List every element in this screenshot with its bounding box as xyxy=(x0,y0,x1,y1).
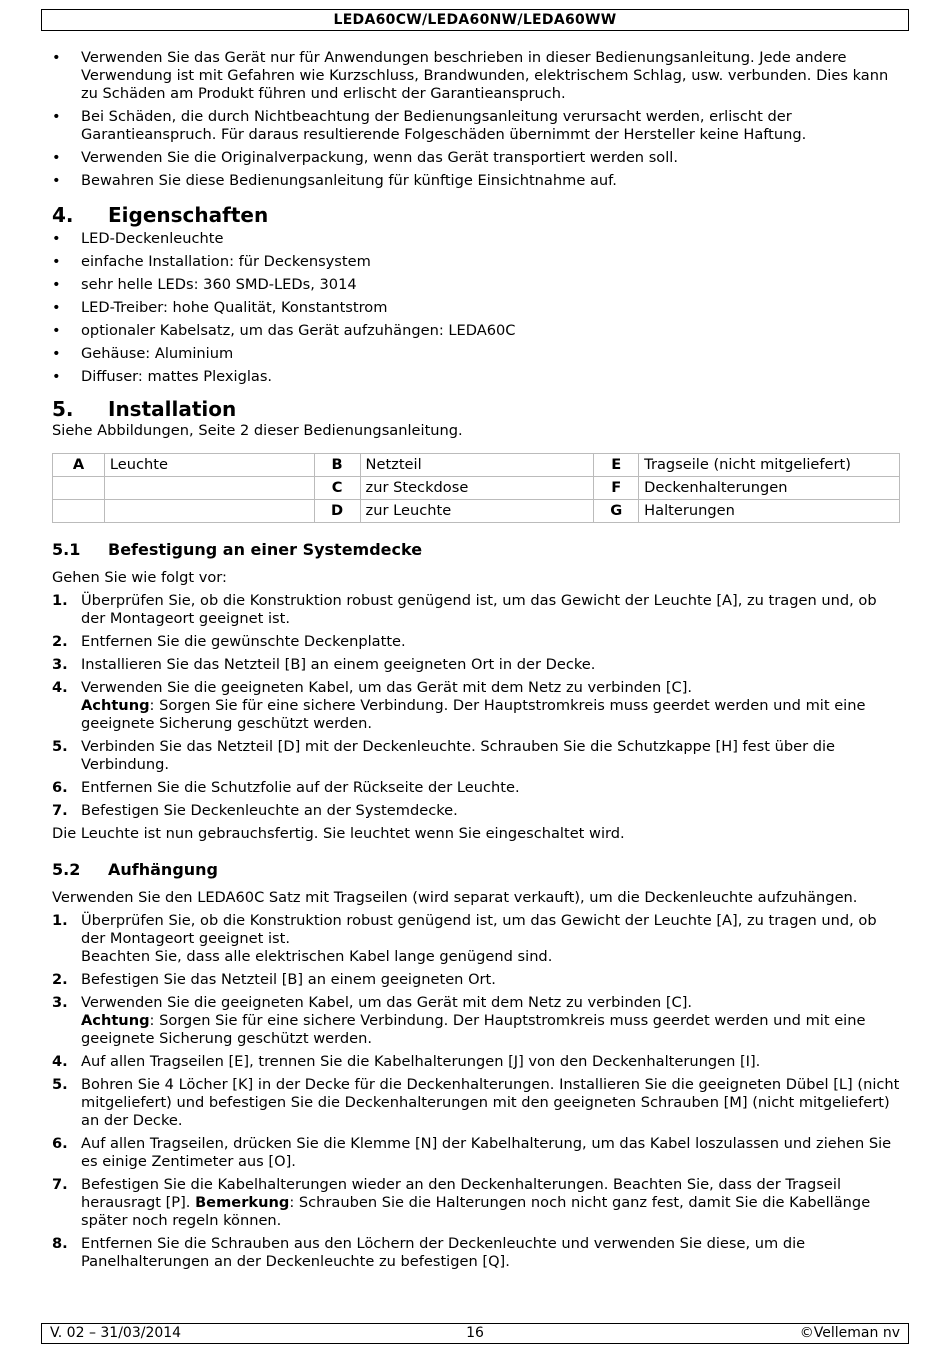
list-item: 5. Bohren Sie 4 Löcher [K] in der Decke für die Deckenhalterungen. Installieren Sie die geeigneten Dübel [L] (nicht mitgeliefert) und befestigen Sie die Deckenhalterungen mit den geeigneten Schrauben [M] (nicht mitgeliefert) an der Decke. xyxy=(52,1076,900,1129)
page-number: 16 xyxy=(466,1325,484,1341)
table-cell: G xyxy=(594,500,639,523)
warning-label: Achtung xyxy=(81,1012,150,1029)
table-row xyxy=(53,500,900,523)
table-cell: E xyxy=(594,454,639,477)
list-item: 7. Befestigen Sie die Kabelhalterungen wieder an den Deckenhalterungen. Beachten Sie, dass der Tragseil herausragt [P]. Bemerkung: Schrauben Sie die Halterungen noch nicht ganz fest, damit Sie die Kabellänge später noch regeln können. xyxy=(52,1176,871,1229)
list-item: 3. Installieren Sie das Netzteil [B] an einem geeigneten Ort in der Decke. xyxy=(52,656,596,673)
table-cell: F xyxy=(594,477,639,500)
list-item: • Gehäuse: Aluminium xyxy=(52,345,234,362)
parts-table xyxy=(52,453,900,523)
list-item: 1. Überprüfen Sie, ob die Konstruktion robust genügend ist, um das Gewicht der Leuchte [A], zu tragen und, ob der Montageort geeignet ist. Beachten Sie, dass alle elektrischen Kabel lange genügend sind. xyxy=(52,912,877,965)
table-cell: Deckenhalterungen xyxy=(639,477,900,500)
section-heading-installation: 5. Installation xyxy=(52,397,237,421)
systemdecke-steps xyxy=(52,592,900,820)
table-cell xyxy=(104,477,314,500)
copyright: ©Velleman nv xyxy=(799,1325,900,1341)
table-cell: Halterungen xyxy=(639,500,900,523)
table-cell: zur Steckdose xyxy=(360,477,594,500)
list-item: 5. Verbinden Sie das Netzteil [D] mit der Deckenleuchte. Schrauben Sie die Schutzkappe [H] fest über die Verbindung. xyxy=(52,738,836,773)
list-item: • einfache Installation: für Deckensystem xyxy=(52,253,371,270)
header-title: LEDA60CW/LEDA60NW/LEDA60WW xyxy=(333,12,617,28)
table-cell xyxy=(53,477,105,500)
list-item: 6. Auf allen Tragseilen, drücken Sie die Klemme [N] der Kabelhalterung, um das Kabel loszulassen und ziehen Sie es einige Zentimeter aus [O]. xyxy=(52,1135,892,1170)
list-item: 7. Befestigen Sie Deckenleuchte an der Systemdecke. xyxy=(52,802,458,819)
remark-label: Bemerkung xyxy=(195,1194,290,1211)
list-item: • Bei Schäden, die durch Nichtbeachtung der Bedienungsanleitung verursacht werden, erlischt der Garantieanspruch. Für daraus resultierende Folgeschäden übernimmt der Hersteller keine Haftung. xyxy=(52,108,807,143)
page-header xyxy=(41,9,909,31)
installation-intro: Siehe Abbildungen, Seite 2 dieser Bedienungsanleitung. xyxy=(52,422,463,439)
table-row xyxy=(53,477,900,500)
intro-bullet-list xyxy=(52,49,900,190)
table-cell: Netzteil xyxy=(360,454,594,477)
version-date: V. 02 – 31/03/2014 xyxy=(50,1325,182,1341)
page-footer xyxy=(41,1323,909,1344)
list-item: • Verwenden Sie das Gerät nur für Anwendungen beschrieben in dieser Bedienungsanleitung. Jede andere Verwendung ist mit Gefahren wie Kurzschluss, Brandwunden, elektrischem Schlag, usw. verbunden. Dies kann zu Schäden am Produkt führen und erlischt der Garantieanspruch. xyxy=(52,49,889,102)
list-item: • LED-Treiber: hohe Qualität, Konstantstrom xyxy=(52,299,388,316)
list-item: • Bewahren Sie diese Bedienungsanleitung für künftige Einsichtnahme auf. xyxy=(52,172,617,189)
list-item: 1. Überprüfen Sie, ob die Konstruktion robust genügend ist, um das Gewicht der Leuchte [A], zu tragen und, ob der Montageort geeignet ist. xyxy=(52,592,877,627)
list-item: 2. Entfernen Sie die gewünschte Deckenplatte. xyxy=(52,633,406,650)
table-cell: D xyxy=(314,500,360,523)
list-item: • LED-Deckenleuchte xyxy=(52,230,224,247)
table-cell: zur Leuchte xyxy=(360,500,594,523)
list-item: 2. Befestigen Sie das Netzteil [B] an einem geeigneten Ort. xyxy=(52,971,496,988)
list-item: • Verwenden Sie die Originalverpackung, wenn das Gerät transportiert werden soll. xyxy=(52,149,678,166)
list-item: 6. Entfernen Sie die Schutzfolie auf der Rückseite der Leuchte. xyxy=(52,779,520,796)
table-cell: B xyxy=(314,454,360,477)
list-item: 8. Entfernen Sie die Schrauben aus den Löchern der Deckenleuchte und verwenden Sie diese, um die Panelhalterungen an der Deckenleuchte zu befestigen [Q]. xyxy=(52,1235,806,1270)
features-list xyxy=(52,230,900,386)
table-cell: Tragseile (nicht mitgeliefert) xyxy=(639,454,900,477)
list-item: • sehr helle LEDs: 360 SMD-LEDs, 3014 xyxy=(52,276,357,293)
page-content xyxy=(52,49,900,1276)
list-item: • optionaler Kabelsatz, um das Gerät aufzuhängen: LEDA60C xyxy=(52,322,516,339)
aufhaengung-steps xyxy=(52,912,900,1271)
subsection-heading-aufhaengung: 5.2 Aufhängung xyxy=(52,860,218,879)
systemdecke-outro: Die Leuchte ist nun gebrauchsfertig. Sie leuchtet wenn Sie eingeschaltet wird. xyxy=(52,825,625,842)
list-item: 3. Verwenden Sie die geeigneten Kabel, um das Gerät mit dem Netz zu verbinden [C]. Achtung: Sorgen Sie für eine sichere Verbindung. Der Hauptstromkreis muss geerdet werden und mit eine geeignete Sicherung geschützt werden. xyxy=(52,994,866,1047)
table-cell xyxy=(53,500,105,523)
warning-label: Achtung xyxy=(81,697,150,714)
section-heading-eigenschaften: 4. Eigenschaften xyxy=(52,203,269,227)
table-cell: C xyxy=(314,477,360,500)
table-cell xyxy=(104,500,314,523)
list-item: 4. Auf allen Tragseilen [E], trennen Sie die Kabelhalterungen [J] von den Deckenhalterungen [I]. xyxy=(52,1053,761,1070)
table-row xyxy=(53,454,900,477)
list-item: 4. Verwenden Sie die geeigneten Kabel, um das Gerät mit dem Netz zu verbinden [C]. Achtung: Sorgen Sie für eine sichere Verbindung. Der Hauptstromkreis muss geerdet werden und mit eine geeignete Sicherung geschützt werden. xyxy=(52,679,866,732)
subsection-heading-systemdecke: 5.1 Befestigung an einer Systemdecke xyxy=(52,540,423,559)
list-item: • Diffuser: mattes Plexiglas. xyxy=(52,368,273,385)
table-cell: Leuchte xyxy=(104,454,314,477)
aufhaengung-intro: Verwenden Sie den LEDA60C Satz mit Tragseilen (wird separat verkauft), um die Deckenleuchte aufzuhängen. xyxy=(52,889,858,906)
systemdecke-intro: Gehen Sie wie folgt vor: xyxy=(52,569,227,586)
table-cell: A xyxy=(53,454,105,477)
